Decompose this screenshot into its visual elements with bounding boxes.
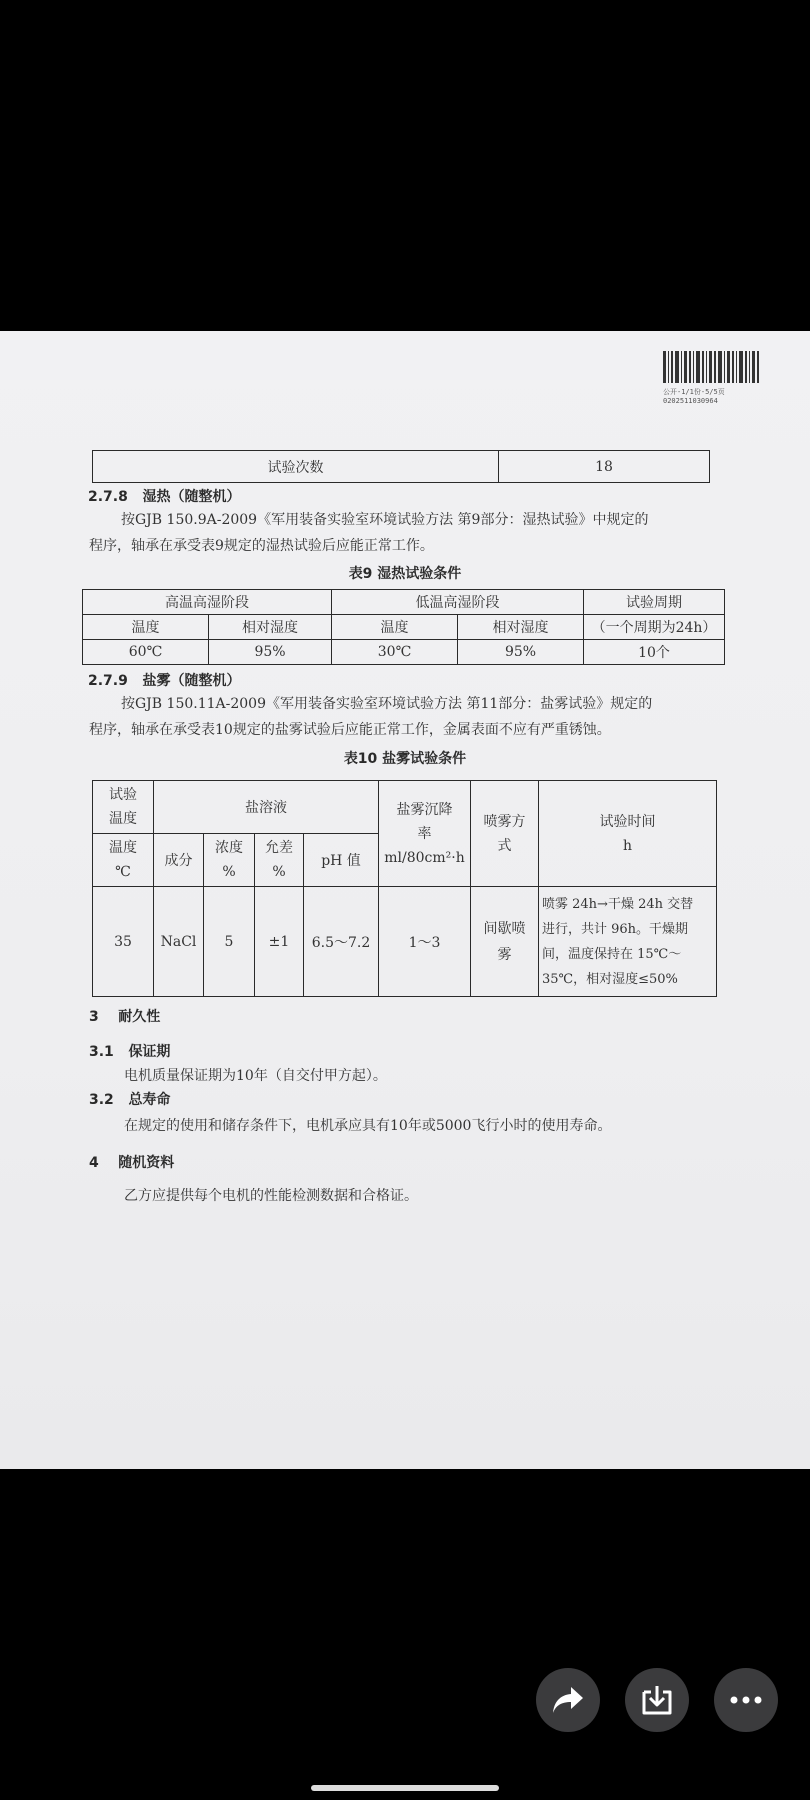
section-2-7-8-heading [88, 486, 241, 506]
section-number: 4 [89, 1155, 99, 1171]
cell-line: 进行，共计 96h。干燥期 [542, 921, 689, 937]
section-number: 3 [89, 1009, 99, 1025]
header-line: h [622, 837, 633, 854]
section-3-1-text: 电机质量保证期为10年（自交付甲方起）。 [124, 1068, 387, 1084]
table10 [92, 780, 717, 997]
table9-header-cycle-note: （一个周期为24h） [584, 615, 725, 640]
cell-line: 间，温度保持在 15℃～ [542, 946, 682, 962]
table9-header-rh: 相对湿度 [458, 615, 584, 640]
table9-header-cycle: 试验周期 [584, 590, 725, 615]
header-line: 率 [417, 825, 432, 842]
document-page [0, 331, 810, 1469]
section-title: 湿热（随整机） [142, 489, 241, 505]
share-button[interactable] [536, 1668, 600, 1732]
header-line: 允差 [265, 840, 293, 856]
home-indicator[interactable] [311, 1785, 499, 1791]
barcode-label: 公开-1/1份-5/5页 [663, 388, 725, 396]
more-icon [730, 1696, 762, 1704]
table10-cell: 5 [204, 887, 255, 997]
table9-cell: 30℃ [332, 640, 458, 665]
table10-header-salt: 盐溶液 [154, 781, 379, 834]
prev-table-label: 试验次数 [93, 451, 499, 483]
table10-header-ph: pH 值 [304, 834, 379, 887]
table10-cell-time [539, 887, 717, 997]
table9-header-temp: 温度 [83, 615, 209, 640]
section-2-7-8-para-line2: 程序，轴承在承受表9规定的湿热试验后应能正常工作。 [89, 538, 434, 554]
table10-caption: 表10 盐雾试验条件 [343, 751, 467, 767]
header-line: 式 [497, 837, 512, 854]
header-line: 喷雾方 [483, 813, 526, 830]
table9-cell: 60℃ [83, 640, 209, 665]
table9-header-rh: 相对湿度 [209, 615, 332, 640]
section-number: 3.1 [89, 1044, 114, 1060]
cell-line: 喷雾 24h→干燥 24h 交替 [542, 896, 694, 912]
cell-line: 间歇喷 [483, 920, 526, 937]
section-number: 2.7.8 [88, 489, 128, 505]
table9-header-low: 低温高湿阶段 [332, 590, 584, 615]
section-title: 耐久性 [118, 1009, 161, 1025]
prev-table-value: 18 [499, 451, 710, 483]
section-title: 盐雾（随整机） [142, 673, 241, 689]
section-number: 3.2 [89, 1092, 114, 1108]
table10-header-tol [255, 834, 304, 887]
barcode-number: 0202511030964 [663, 397, 718, 405]
download-icon [642, 1684, 672, 1716]
section-2-7-9-heading [88, 670, 241, 690]
header-line: 盐雾沉降 [396, 801, 453, 818]
table9-cell: 10个 [584, 640, 725, 665]
cell-line: 雾 [497, 946, 512, 963]
share-icon [551, 1685, 585, 1715]
header-line: % [222, 864, 236, 880]
section-4-heading [89, 1152, 174, 1172]
more-button[interactable] [714, 1668, 778, 1732]
header-line: 温度 [109, 840, 137, 856]
table10-header-conc [204, 834, 255, 887]
table10-header-time [539, 781, 717, 887]
section-2-7-9-para-line2: 程序，轴承在承受表10规定的盐雾试验后应能正常工作，金属表面不应有严重锈蚀。 [89, 722, 611, 738]
table10-header-temp-unit [93, 834, 154, 887]
previous-table [92, 450, 710, 483]
table10-header-comp: 成分 [154, 834, 204, 887]
section-2-7-9-para-line1: 按GJB 150.11A-2009《军用装备实验室环境试验方法 第11部分：盐雾试验》规定的 [121, 696, 653, 712]
table10-header-settle [379, 781, 471, 887]
header-line: % [272, 864, 286, 880]
section-title: 随机资料 [118, 1155, 175, 1171]
section-4-text: 乙方应提供每个电机的性能检测数据和合格证。 [124, 1188, 418, 1204]
table10-cell: 6.5～7.2 [304, 887, 379, 997]
section-title: 保证期 [128, 1044, 171, 1060]
table9-header-temp: 温度 [332, 615, 458, 640]
cell-line: 35℃，相对湿度≤50% [542, 971, 678, 987]
table10-cell: 35 [93, 887, 154, 997]
barcode [663, 351, 759, 383]
table9 [82, 589, 725, 665]
table10-cell: ±1 [255, 887, 304, 997]
table9-header-high: 高温高湿阶段 [83, 590, 332, 615]
section-3-2-text: 在规定的使用和储存条件下，电机承应具有10年或5000飞行小时的使用寿命。 [124, 1118, 612, 1134]
section-3-2-heading [89, 1089, 170, 1109]
header-line: 浓度 [215, 840, 243, 856]
table9-caption: 表9 湿热试验条件 [348, 566, 462, 582]
table10-header-spray [471, 781, 539, 887]
section-title: 总寿命 [128, 1092, 171, 1108]
section-2-7-8-para-line1: 按GJB 150.9A-2009《军用装备实验室环境试验方法 第9部分：湿热试验》中规定的 [121, 512, 649, 528]
section-3-heading [89, 1006, 160, 1026]
section-3-1-heading [89, 1041, 170, 1061]
header-line: ml/80cm²·h [384, 849, 465, 866]
header-line: 试验 [109, 787, 137, 803]
table10-cell-spray [471, 887, 539, 997]
download-button[interactable] [625, 1668, 689, 1732]
table10-header-temp [93, 781, 154, 834]
table10-cell: 1～3 [379, 887, 471, 997]
header-line: 试验时间 [599, 813, 656, 830]
header-line: 温度 [109, 811, 137, 827]
table9-cell: 95% [458, 640, 584, 665]
section-number: 2.7.9 [88, 673, 128, 689]
header-line: ℃ [115, 864, 131, 880]
table10-cell: NaCl [154, 887, 204, 997]
table9-cell: 95% [209, 640, 332, 665]
